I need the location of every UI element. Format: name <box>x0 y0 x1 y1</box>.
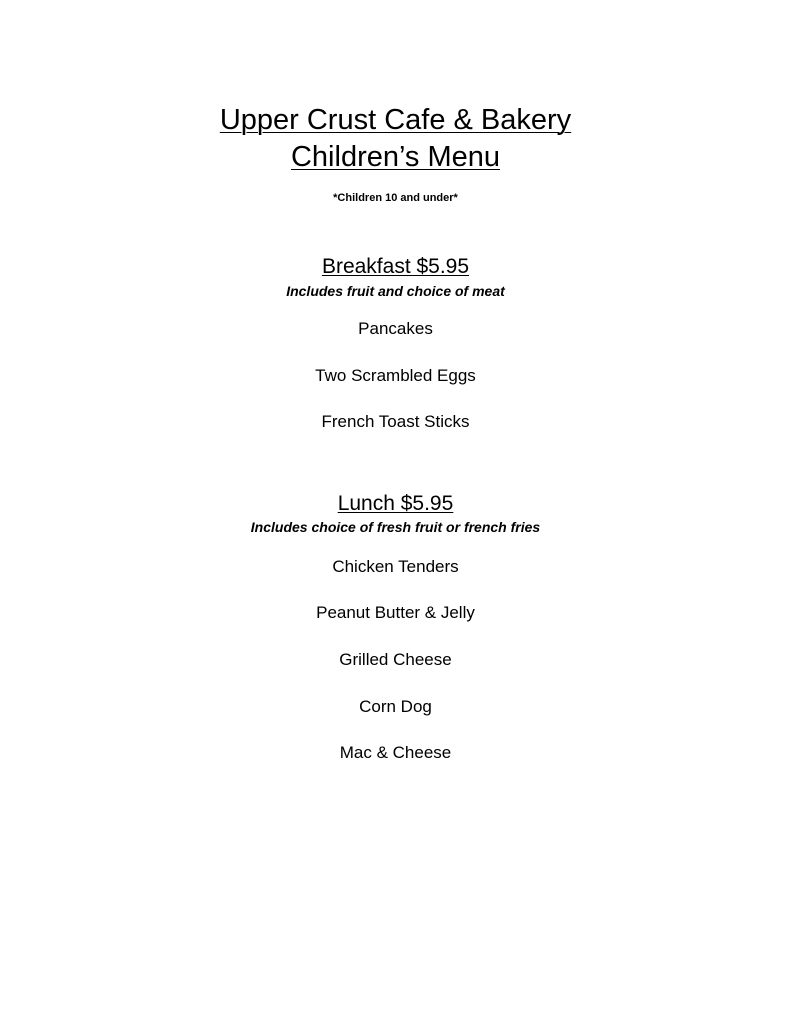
menu-item-scrambled-eggs: Two Scrambled Eggs <box>315 366 476 385</box>
menu-item-pancakes: Pancakes <box>358 319 433 338</box>
lunch-heading: Lunch $5.95 <box>337 492 454 515</box>
menu-item-peanut-butter-jelly: Peanut Butter & Jelly <box>316 603 475 622</box>
restaurant-title: Upper Crust Cafe & Bakery <box>219 104 572 136</box>
menu-title: Children’s Menu <box>290 141 501 173</box>
menu-item-grilled-cheese: Grilled Cheese <box>339 650 452 669</box>
menu-item-french-toast-sticks: French Toast Sticks <box>321 412 470 431</box>
breakfast-note: Includes fruit and choice of meat <box>286 283 505 299</box>
lunch-note: Includes choice of fresh fruit or french fries <box>250 519 541 535</box>
menu-item-chicken-tenders: Chicken Tenders <box>332 557 459 576</box>
menu-item-corn-dog: Corn Dog <box>359 697 432 716</box>
breakfast-heading: Breakfast $5.95 <box>321 255 470 278</box>
age-restriction-note: *Children 10 and under* <box>333 192 458 204</box>
menu-item-mac-cheese: Mac & Cheese <box>339 743 452 762</box>
